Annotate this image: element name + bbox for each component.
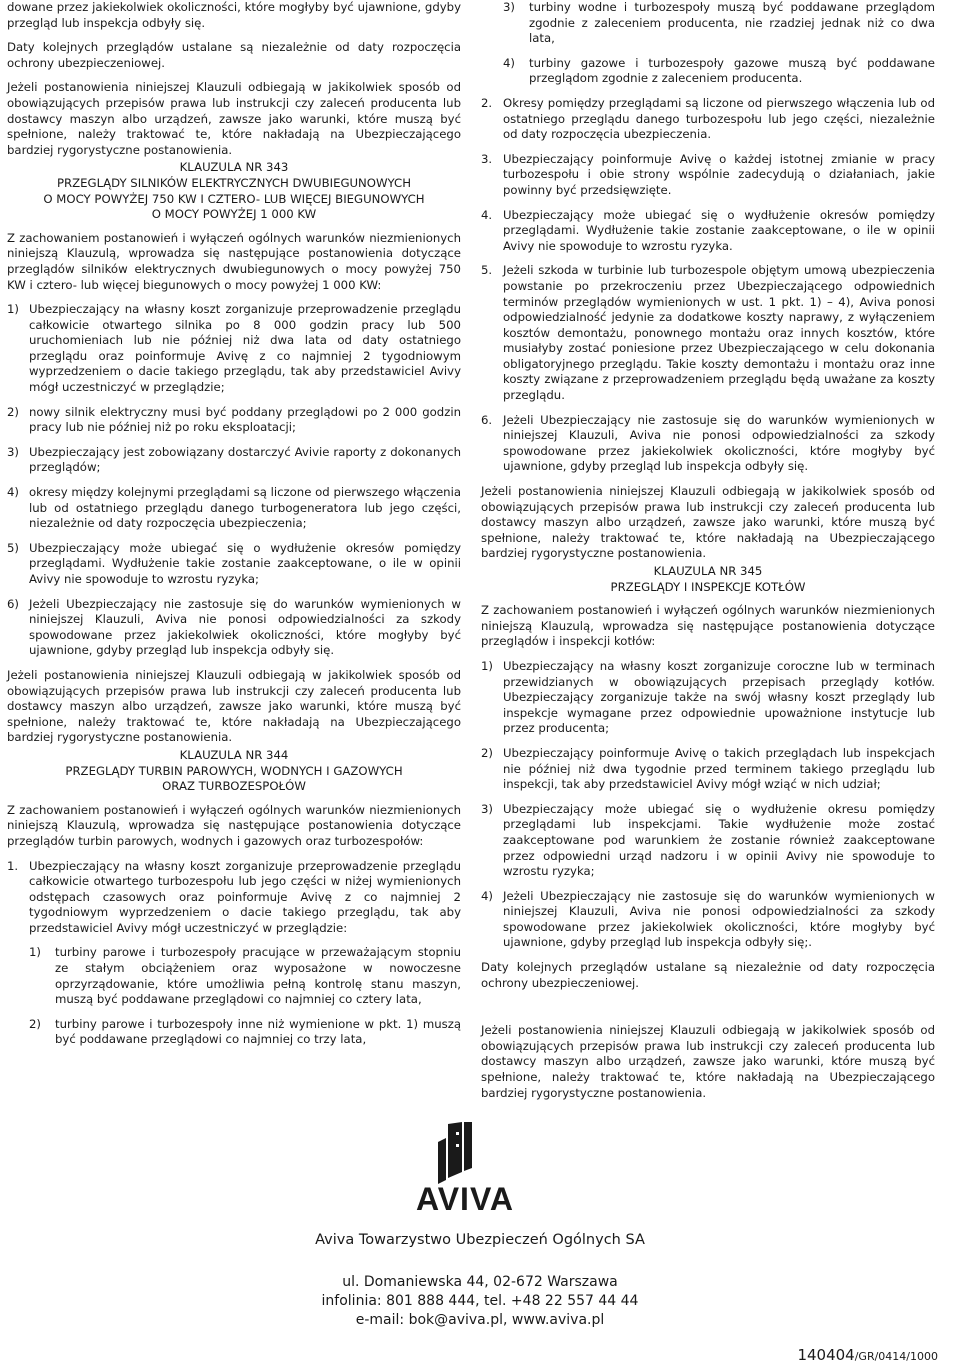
list-number: 4. xyxy=(481,207,493,222)
list-number: 3) xyxy=(481,801,493,816)
list-item xyxy=(481,659,935,737)
clause-title: KLAUZULA NR 345 xyxy=(653,564,763,578)
clause-closing: Jeżeli postanowienia niniejszej Klauzuli odbiegają w jakikolwiek sposób od obowiązujących przepisów prawa lub instrukcji czy zaleceń producenta lub dostawcy maszyn albo urządzeń, zawsze jako warunki, które muszą być spełnione, należy traktować te, które nakładają na Ubezpieczającego bardziej rygorystyczne postanowienia. xyxy=(481,484,935,561)
clause-intro: Z zachowaniem postanowień i wyłączeń ogólnych warunków niezmienionych niniejszą Klauzulą, wprowadza się następujące postanowienia dotyczące przeglądów silników elektrycznych dwubiegunowych o mocy powyżej 750 KW i cztero- lub więcej biegunowych o mocy powyżej 1 000 KW: xyxy=(7,230,461,292)
list-number: 6) xyxy=(7,596,19,611)
list-text: Ubezpieczający może ubiegać się o wydłużenie okresów pomiędzy przeglądami. Wydłużenie takie zostanie zaakceptowane, o ile w opinii Avivy nie spowoduje to wzrostu ryzyka. xyxy=(503,207,935,253)
list-text: turbiny gazowe i turbozespoły gazowe muszą być poddawane przeglądom zgodnie z zaleceniem producenta. xyxy=(529,55,935,86)
clause-subtitle: PRZEGLĄDY TURBIN PAROWYCH, WODNYCH I GAZOWYCH xyxy=(65,763,403,778)
email-web: e-mail: bok@aviva.pl, www.aviva.pl xyxy=(355,1312,605,1328)
list-item xyxy=(481,208,935,255)
sub-list-item xyxy=(29,1017,461,1048)
list-number: 3) xyxy=(503,0,515,14)
clause-345-heading xyxy=(481,564,935,595)
list-number: 2) xyxy=(29,1016,41,1031)
clause-intro: Z zachowaniem postanowień i wyłączeń ogólnych warunków niezmienionych niniejszą Klauzulą, wprowadza się następujące postanowienia dotyczące przeglądów i inspekcji kotłów: xyxy=(481,603,935,649)
paragraph-review-dates: Daty kolejnych przeglądów ustalane są niezależnie od daty rozpoczęcia ochrony ubezpieczeniowej. xyxy=(481,960,935,990)
clause-title: KLAUZULA NR 344 xyxy=(179,747,289,762)
document-code xyxy=(797,1348,938,1365)
list-item xyxy=(7,597,461,659)
list-text: nowy silnik elektryczny musi być poddany przeglądowi po 2 000 godzin pracy lub nie później niż po roku eksploatacji; xyxy=(29,404,461,435)
list-number: 1) xyxy=(7,302,19,317)
list-text: Ubezpieczający na własny koszt zorganizuje coroczne lub w terminach przewidzianych w obowiązujących przepisach przeglądy kotłów. Ubezpieczający zorganizuje także na swój własny koszt przeglądy lub inspekcje wymagane przez odpowiednie upoważnione instytucje lub przez producenta; xyxy=(503,658,935,736)
sub-list-item xyxy=(503,56,935,87)
sub-list-item xyxy=(503,0,935,47)
list-number: 1) xyxy=(481,658,493,673)
list-text: Jeżeli Ubezpieczający nie zastosuje się do warunków wymienionych w niniejszej Klauzuli, Aviva nie ponosi odpowiedzialności za szkody spowodowane przez jakiekolwiek okoliczności, które mogłyby być ujawnione, gdyby przegląd lub inspekcja odbyły się. xyxy=(29,596,461,658)
list-text: Jeżeli Ubezpieczający nie zastosuje się do warunków wymienionych w niniejszej Klauzuli, Aviva nie ponosi odpowiedzialności za szkody spowodowane przez jakiekolwiek okoliczności, które mogłyby być ujawnione, gdyby przegląd lub inspekcja odbyły się. xyxy=(503,412,935,474)
list-item xyxy=(481,802,935,880)
list-number: 5. xyxy=(481,263,493,278)
sub-list-item xyxy=(29,945,461,1007)
list-number: 5) xyxy=(7,540,19,555)
list-text: Ubezpieczający może ubiegać się o wydłużenie okresu pomiędzy przeglądami lub inspekcjami. Takie wydłużenie może zostać zaakceptowane pod warunkiem że zostanie również zaakceptowane przez odpowiedni urząd nadzoru i w opinii Avivy nie spowoduje to wzrostu ryzyka; xyxy=(503,801,935,879)
list-number: 2. xyxy=(481,95,493,110)
list-number: 3) xyxy=(7,444,19,459)
list-number: 4) xyxy=(503,55,515,70)
list-item xyxy=(7,541,461,588)
address: ul. Domaniewska 44, 02-672 Warszawa xyxy=(342,1274,618,1290)
list-number: 2) xyxy=(481,745,493,760)
clause-title: KLAUZULA NR 343 xyxy=(179,160,289,175)
list-number: 4) xyxy=(481,888,493,903)
list-item xyxy=(7,859,461,937)
paragraph-continuation: dowane przez jakiekolwiek okoliczności, które mogłyby być ujawnione, gdyby przegląd lub inspekcja odbyły się. xyxy=(7,0,461,30)
list-number: 4) xyxy=(7,485,19,500)
list-text: okresy między kolejnymi przeglądami są liczone od pierwszego włączenia lub od ostatniego przeglądu danego turbogeneratora lub jego części, niezależnie od daty rozpoczęcia ubezpieczenia; xyxy=(29,485,461,531)
clause-344-heading xyxy=(7,748,461,795)
aviva-logo-icon xyxy=(400,1122,530,1214)
clause-closing: Jeżeli postanowienia niniejszej Klauzuli odbiegają w jakikolwiek sposób od obowiązujących przepisów prawa lub instrukcji czy zaleceń producenta lub dostawcy maszyn albo urządzeń, zawsze jako warunki, które muszą być spełnione, należy traktować te, które nakładają na Ubezpieczającego bardziej rygorystyczne postanowienia. xyxy=(481,1023,935,1100)
company-name: Aviva Towarzystwo Ubezpieczeń Ogólnych SA xyxy=(315,1232,645,1248)
clause-subtitle: ORAZ TURBOZESPOŁÓW xyxy=(162,779,306,794)
document-code-suffix: /GR/0414/1000 xyxy=(854,1350,938,1363)
aviva-logo xyxy=(400,1122,530,1214)
list-number: 1. xyxy=(7,858,19,873)
list-item xyxy=(7,405,461,436)
list-text: Ubezpieczający może ubiegać się o wydłużenie okresów pomiędzy przeglądami. Wydłużenie takie zostanie zaakceptowane, o ile w opinii Avivy nie spowoduje to wzrostu ryzyka; xyxy=(29,540,461,586)
left-column xyxy=(7,0,461,1048)
list-text: Ubezpieczający na własny koszt zorganizuje przeprowadzenie przeglądu całkowicie otwartego silnika po 8 000 godzin pracy lub 500 uruchomieniach lub nie później niż dwa lata od daty ostatniego przeglądu oraz poinformuje Avivę z co najmniej 2 tygodniowym wyprzedzeniem o dacie takiego przeglądu, tak aby przedstawiciel Avivy mógł uczestniczyć w przeglądzie; xyxy=(29,302,461,395)
list-text: Okresy pomiędzy przeglądami są liczone od pierwszego włączenia lub od ostatniego przeglądu danego turbozespołu lub jego części, niezależnie od daty rozpoczęcia ubezpieczenia. xyxy=(503,95,935,142)
list-item xyxy=(481,746,935,793)
paragraph-precedence: Jeżeli postanowienia niniejszej Klauzuli odbiegają w jakikolwiek sposób od obowiązujących przepisów prawa lub instrukcji czy zaleceń producenta lub dostawcy maszyn albo urządzeń, zawsze jako warunki, które muszą być spełnione, należy traktować te, które nakładają na Ubezpieczającego bardziej rygorystyczne postanowienia. xyxy=(7,80,461,157)
clause-subtitle: PRZEGLĄDY SILNIKÓW ELEKTRYCZNYCH DWUBIEGUNOWYCH xyxy=(56,175,412,190)
list-number: 6. xyxy=(481,412,493,427)
list-text: Jeżeli szkoda w turbinie lub turbozespole objętym umową ubezpieczenia powstanie po przekroczeniu przez Ubezpieczającego odpowiednich terminów przeglądów wymienionych w ust. 1 pkt. 1) – 4), Aviva ponosi odpowiedzialność jedynie za dodatkowe koszty naprawy, z wyłączeniem kosztów demontażu, ponownego montażu oraz innych kosztów, które musiałyby zostać poniesione przez Ubezpieczającego w celu dokonania obligatoryjnego przeglądu. Takie koszty demontażu i montażu oraz inne koszty związane z przeprowadzeniem przeglądu będą uważane za koszty przeglądu. xyxy=(503,263,935,403)
clause-subtitle: PRZEGLĄDY I INSPEKCJE KOTŁÓW xyxy=(610,579,806,594)
list-item xyxy=(481,413,935,475)
clause-subtitle: O MOCY POWYŻEJ 750 KW I CZTERO- LUB WIĘCEJ BIEGUNOWYCH xyxy=(43,191,425,206)
clause-343-heading xyxy=(7,160,461,222)
list-item xyxy=(7,485,461,532)
paragraph-review-dates: Daty kolejnych przeglądów ustalane są niezależnie od daty rozpoczęcia ochrony ubezpieczeniowej. xyxy=(7,40,461,70)
list-text: turbiny wodne i turbozespoły muszą być poddawane przeglądom zgodnie z zaleceniem producenta, nie rzadziej jednak niż co dwa lata, xyxy=(529,0,935,46)
clause-intro: Z zachowaniem postanowień i wyłączeń ogólnych warunków niezmienionych niniejszą Klauzulą, wprowadza się następujące postanowienia dotyczące przeglądów turbin parowych, wodnych i gazowych oraz turbozespołów: xyxy=(7,802,461,848)
list-text: turbiny parowe i turbozespoły pracujące w przeważającym stopniu ze stałym obciążeniem oraz wyposażone w nowoczesne oprzyrządowanie, które umożliwia pełną kontrolę stanu maszyn, muszą być poddawane przeglądowi co najmniej co cztery lata, xyxy=(55,945,461,1007)
list-item xyxy=(481,96,935,143)
list-item xyxy=(481,263,935,403)
right-column xyxy=(481,0,935,1101)
document-code-main: 140404 xyxy=(797,1346,855,1364)
logo-wordmark: AVIVA xyxy=(415,1181,515,1214)
list-text: Ubezpieczający poinformuje Avivę o każdej istotnej zmianie w pracy turbozespołu i obie strony wspólnie zadecydują o działaniach, jakie powinny być przedsięwzięte. xyxy=(503,151,935,197)
list-item xyxy=(7,445,461,476)
clause-subtitle: O MOCY POWYŻEJ 1 000 KW xyxy=(151,207,317,222)
list-number: 3. xyxy=(481,151,493,166)
list-number: 2) xyxy=(7,404,19,419)
phone-info: infolinia: 801 888 444, tel. +48 22 557 44 44 xyxy=(321,1293,639,1309)
list-item xyxy=(7,302,461,396)
list-text: Ubezpieczający na własny koszt zorganizuje przeprowadzenie przeglądu całkowicie otwartego turbozespołu lub jego części w niżej wymienionych odstępach czasowych oraz poinformuje Avivę z co najmniej 2 tygodniowym wyprzedzeniem o dacie takiego przeglądu, tak aby przedstawiciel Avivy mógł uczestniczyć w przeglądzie: xyxy=(29,858,461,935)
clause-closing: Jeżeli postanowienia niniejszej Klauzuli odbiegają w jakikolwiek sposób od obowiązujących przepisów prawa lub instrukcji czy zaleceń producenta lub dostawcy maszyn albo urządzeń, zawsze jako warunki, które muszą być spełnione, należy traktować te, które nakładają na Ubezpieczającego bardziej rygorystyczne postanowienia. xyxy=(7,667,461,745)
list-item xyxy=(481,152,935,199)
list-text: turbiny parowe i turbozespoły inne niż wymienione w pkt. 1) muszą być poddawane przeglądowi co najmniej co trzy lata, xyxy=(55,1016,461,1047)
list-text: Ubezpieczający jest zobowiązany dostarczyć Avivie raporty z dokonanych przeglądów; xyxy=(29,444,461,475)
list-text: Ubezpieczający poinformuje Avivę o takich przeglądach lub inspekcjach nie później niż dwa tygodnie przed terminem takiego przeglądu lub inspekcji, tak aby przedstawiciel Avivy mógł wziąć w nich udział; xyxy=(503,745,935,792)
list-item xyxy=(481,889,935,951)
list-text: Jeżeli Ubezpieczający nie zastosuje się do warunków wymienionych w niniejszej Klauzuli, Aviva nie ponosi odpowiedzialności za szkody spowodowane przez jakiekolwiek okoliczności, które mogłyby być ujawnione, gdyby przegląd lub inspekcja odbyły się;. xyxy=(503,888,935,950)
list-number: 1) xyxy=(29,945,41,960)
contact-block xyxy=(0,1273,960,1330)
